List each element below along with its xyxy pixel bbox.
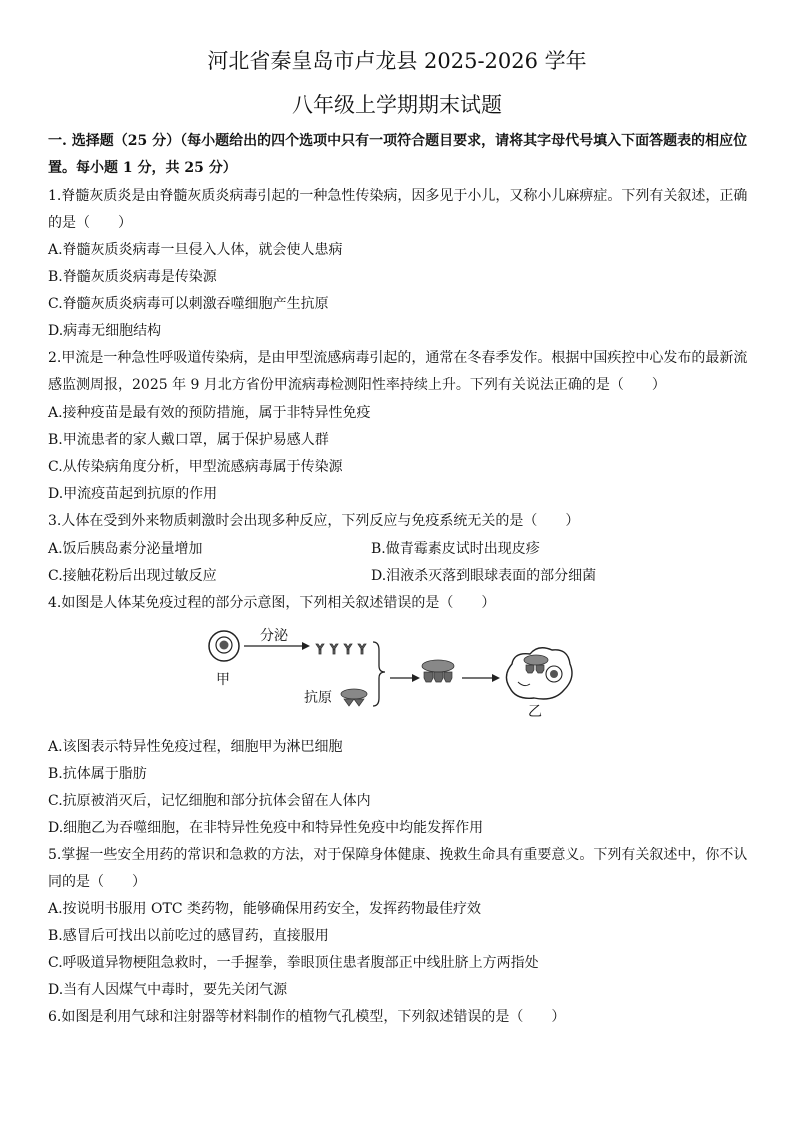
cell-jia — [209, 631, 239, 661]
q4-option-d: D.细胞乙为吞噬细胞，在非特异性免疫中和特异性免疫中均能发挥作用 — [48, 820, 484, 836]
q2-option-a: A.接种疫苗是最有效的预防措施，属于非特异性免疫 — [48, 405, 371, 421]
secrete-arrowhead — [302, 642, 310, 650]
q2-option-c: C.从传染病角度分析，甲型流感病毒属于传染源 — [48, 459, 343, 475]
q4-option-c: C.抗原被消灭后，记忆细胞和部分抗体会留在人体内 — [48, 793, 371, 809]
antigen-shape — [341, 689, 367, 706]
q5-stem-line2: 同的是（ ） — [48, 874, 146, 890]
exam-subtitle: 八年级上学期期末试题 — [292, 93, 502, 117]
q3-option-a: A.饭后胰岛素分泌量增加 — [48, 541, 203, 557]
q5-option-a: A.按说明书服用 OTC 类药物，能够确保用药安全，发挥药物最佳疗效 — [48, 901, 481, 917]
arrow-2-head — [412, 674, 420, 682]
q4-option-a: A.该图表示特异性免疫过程，细胞甲为淋巴细胞 — [48, 739, 343, 755]
q1-stem-line2: 的是（ ） — [48, 215, 132, 231]
q1-option-a: A.脊髓灰质炎病毒一旦侵入人体，就会使人患病 — [48, 242, 343, 258]
cell-yi — [506, 648, 572, 699]
brace — [373, 642, 385, 706]
q2-stem-line1: 2.甲流是一种急性呼吸道传染病，是由甲型流感病毒引起的，通常在冬春季发作。根据中国疾控中心发布的最新流 — [48, 350, 748, 366]
q2-option-b: B.甲流患者的家人戴口罩，属于保护易感人群 — [48, 432, 329, 448]
q1-stem-line1: 1.脊髓灰质炎是由脊髓灰质炎病毒引起的一种急性传染病，因多见于小儿，又称小儿麻痹症。下列有关叙述，正确 — [48, 188, 748, 204]
q4-stem: 4.如图是人体某免疫过程的部分示意图，下列相关叙述错误的是（ ） — [48, 595, 496, 611]
label-jia: 甲 — [216, 672, 230, 688]
immune-process-figure — [196, 620, 596, 724]
antibodies — [316, 644, 366, 654]
q3-option-d: D.泪液杀灭落到眼球表面的部分细菌 — [371, 568, 597, 584]
label-secrete: 分泌 — [260, 628, 288, 644]
label-yi: 乙 — [528, 704, 542, 720]
q5-option-b: B.感冒后可找出以前吃过的感冒药，直接服用 — [48, 928, 329, 944]
q5-stem-line1: 5.掌握一些安全用药的常识和急救的方法，对于保障身体健康、挽救生命具有重要意义。下列有关叙述中，你不认 — [48, 847, 748, 863]
q6-stem: 6.如图是利用气球和注射器等材料制作的植物气孔模型，下列叙述错误的是（ ） — [48, 1009, 566, 1025]
q3-option-b: B.做青霉素皮试时出现皮疹 — [371, 541, 540, 557]
q1-option-d: D.病毒无细胞结构 — [48, 323, 162, 339]
q1-option-b: B.脊髓灰质炎病毒是传染源 — [48, 269, 217, 285]
q1-option-c: C.脊髓灰质炎病毒可以刺激吞噬细胞产生抗原 — [48, 296, 329, 312]
q5-option-d: D.当有人因煤气中毒时，要先关闭气源 — [48, 982, 288, 998]
q3-stem: 3.人体在受到外来物质刺激时会出现多种反应，下列反应与免疫系统无关的是（ ） — [48, 513, 580, 529]
q3-option-c: C.接触花粉后出现过敏反应 — [48, 568, 217, 584]
exam-title: 河北省秦皇岛市卢龙县 2025-2026 学年 — [207, 49, 587, 73]
q2-stem-line2: 感监测周报，2025 年 9 月北方省份甲流病毒检测阳性率持续上升。下列有关说法正确的是（ ） — [48, 377, 666, 393]
label-antigen: 抗原 — [304, 690, 332, 706]
section-heading: 一. 选择题（25 分）（每小题给出的四个选项中只有一项符合题目要求，请将其字母代号填入下面答题表的相应位置。每小题 1 分，共 25 分） — [48, 133, 748, 176]
arrow-3-head — [492, 674, 500, 682]
q2-option-d: D.甲流疫苗起到抗原的作用 — [48, 486, 218, 502]
antigen-antibody-complex — [422, 660, 454, 682]
q4-option-b: B.抗体属于脂肪 — [48, 766, 147, 782]
q5-option-c: C.呼吸道异物梗阻急救时，一手握拳，拳眼顶住患者腹部正中线肚脐上方两指处 — [48, 955, 539, 971]
